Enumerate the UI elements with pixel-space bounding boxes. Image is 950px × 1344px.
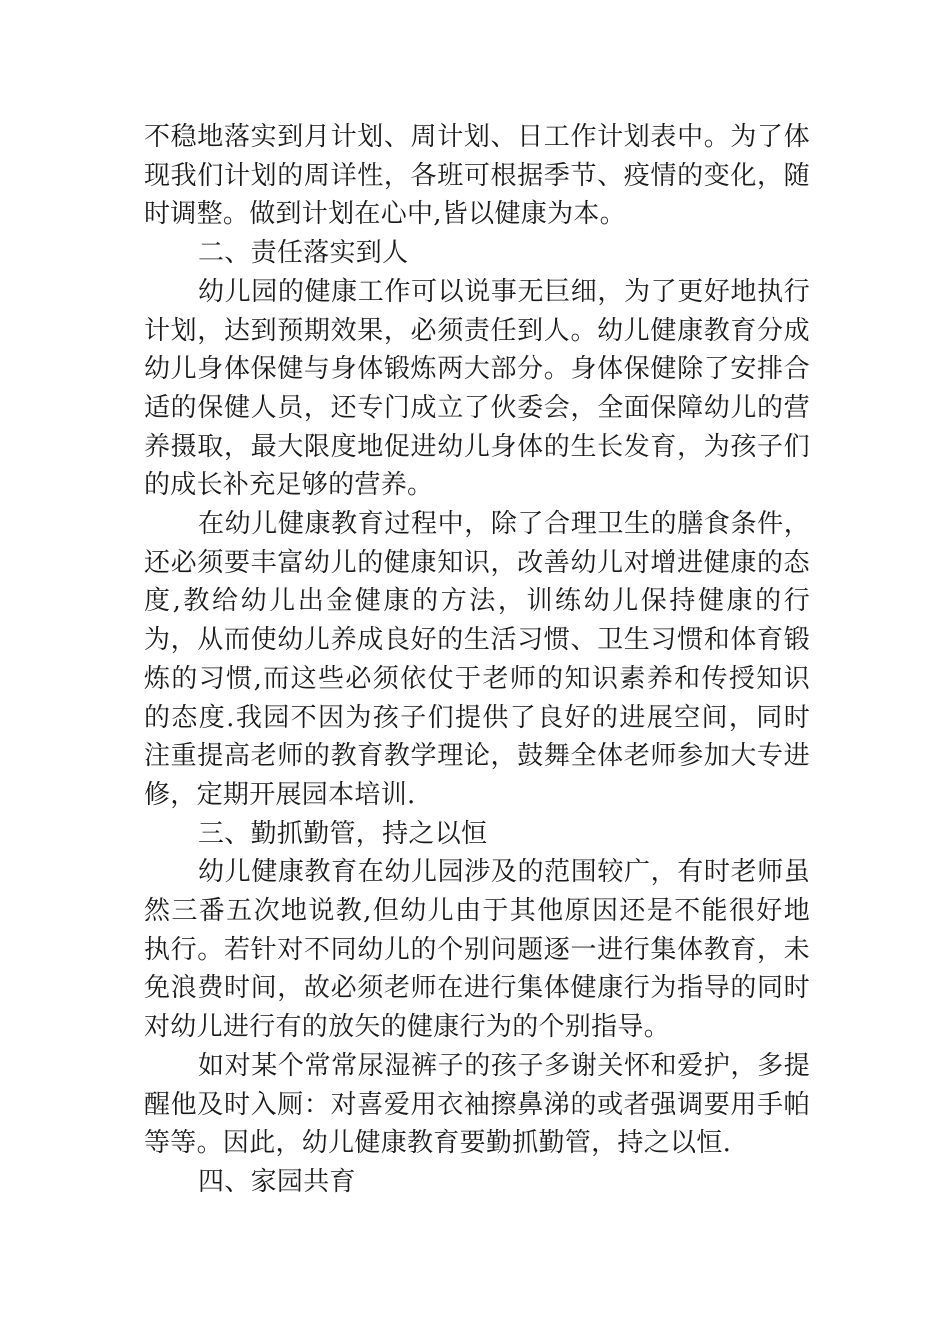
heading-home-school: 四、家园共育 bbox=[198, 1166, 356, 1197]
paragraph-health-work: 幼儿园的健康工作可以说事无巨细，为了更好地执行计划，达到预期效果，必须责任到人。幼儿健康教育分成幼儿身体保健与身体锻炼两大部分。身体保健除了安排合适的保健人员，还专门成立了伙委会，全面保障幼儿的营养摄取，最大限度地促进幼儿身体的生长发育，为孩子们的成长补充足够的营养。 bbox=[144, 276, 810, 501]
heading-responsibility: 二、责任落实到人 bbox=[198, 238, 409, 269]
paragraph-individual-guidance: 幼儿健康教育在幼儿园涉及的范围较广，有时老师虽然三番五次地说教,但幼儿由于其他原因还是不能很好地执行。若针对不同幼儿的个别问题逐一进行集体教育，未免浪费时间，故必须老师在进行集体健康行为指导的同时对幼儿进行有的放矢的健康行为的个别指导。 bbox=[144, 857, 810, 1043]
paragraph-plan-adjustment: 不稳地落实到月计划、周计划、日工作计划表中。为了体现我们计划的周详性，各班可根据季节、疫情的变化，随时调整。做到计划在心中,皆以健康为本。 bbox=[144, 122, 810, 230]
paragraph-examples: 如对某个常常尿湿裤子的孩子多谢关怀和爱护，多提醒他及时入厕：对喜爱用衣袖擦鼻涕的或者强调要用手帕等等。因此，幼儿健康教育要勤抓勤管，持之以恒. bbox=[144, 1050, 810, 1159]
paragraph-health-education: 在幼儿健康教育过程中，除了合理卫生的膳食条件，还必须要丰富幼儿的健康知识，改善幼儿对增进健康的态度,教给幼儿出金健康的方法，训练幼儿保持健康的行为，从而使幼儿养成良好的生活习惯、卫生习惯和体育锻炼的习惯,而这些必须依仗于老师的知识素养和传授知识的态度.我园不因为孩子们提供了良好的进展空间，同时注重提高老师的教育教学理论，鼓舞全体老师参加大专进修，定期开展园本培训. bbox=[144, 509, 810, 810]
heading-persistence: 三、勤抓勤管，持之以恒 bbox=[198, 818, 488, 849]
document-body bbox=[144, 118, 810, 1202]
